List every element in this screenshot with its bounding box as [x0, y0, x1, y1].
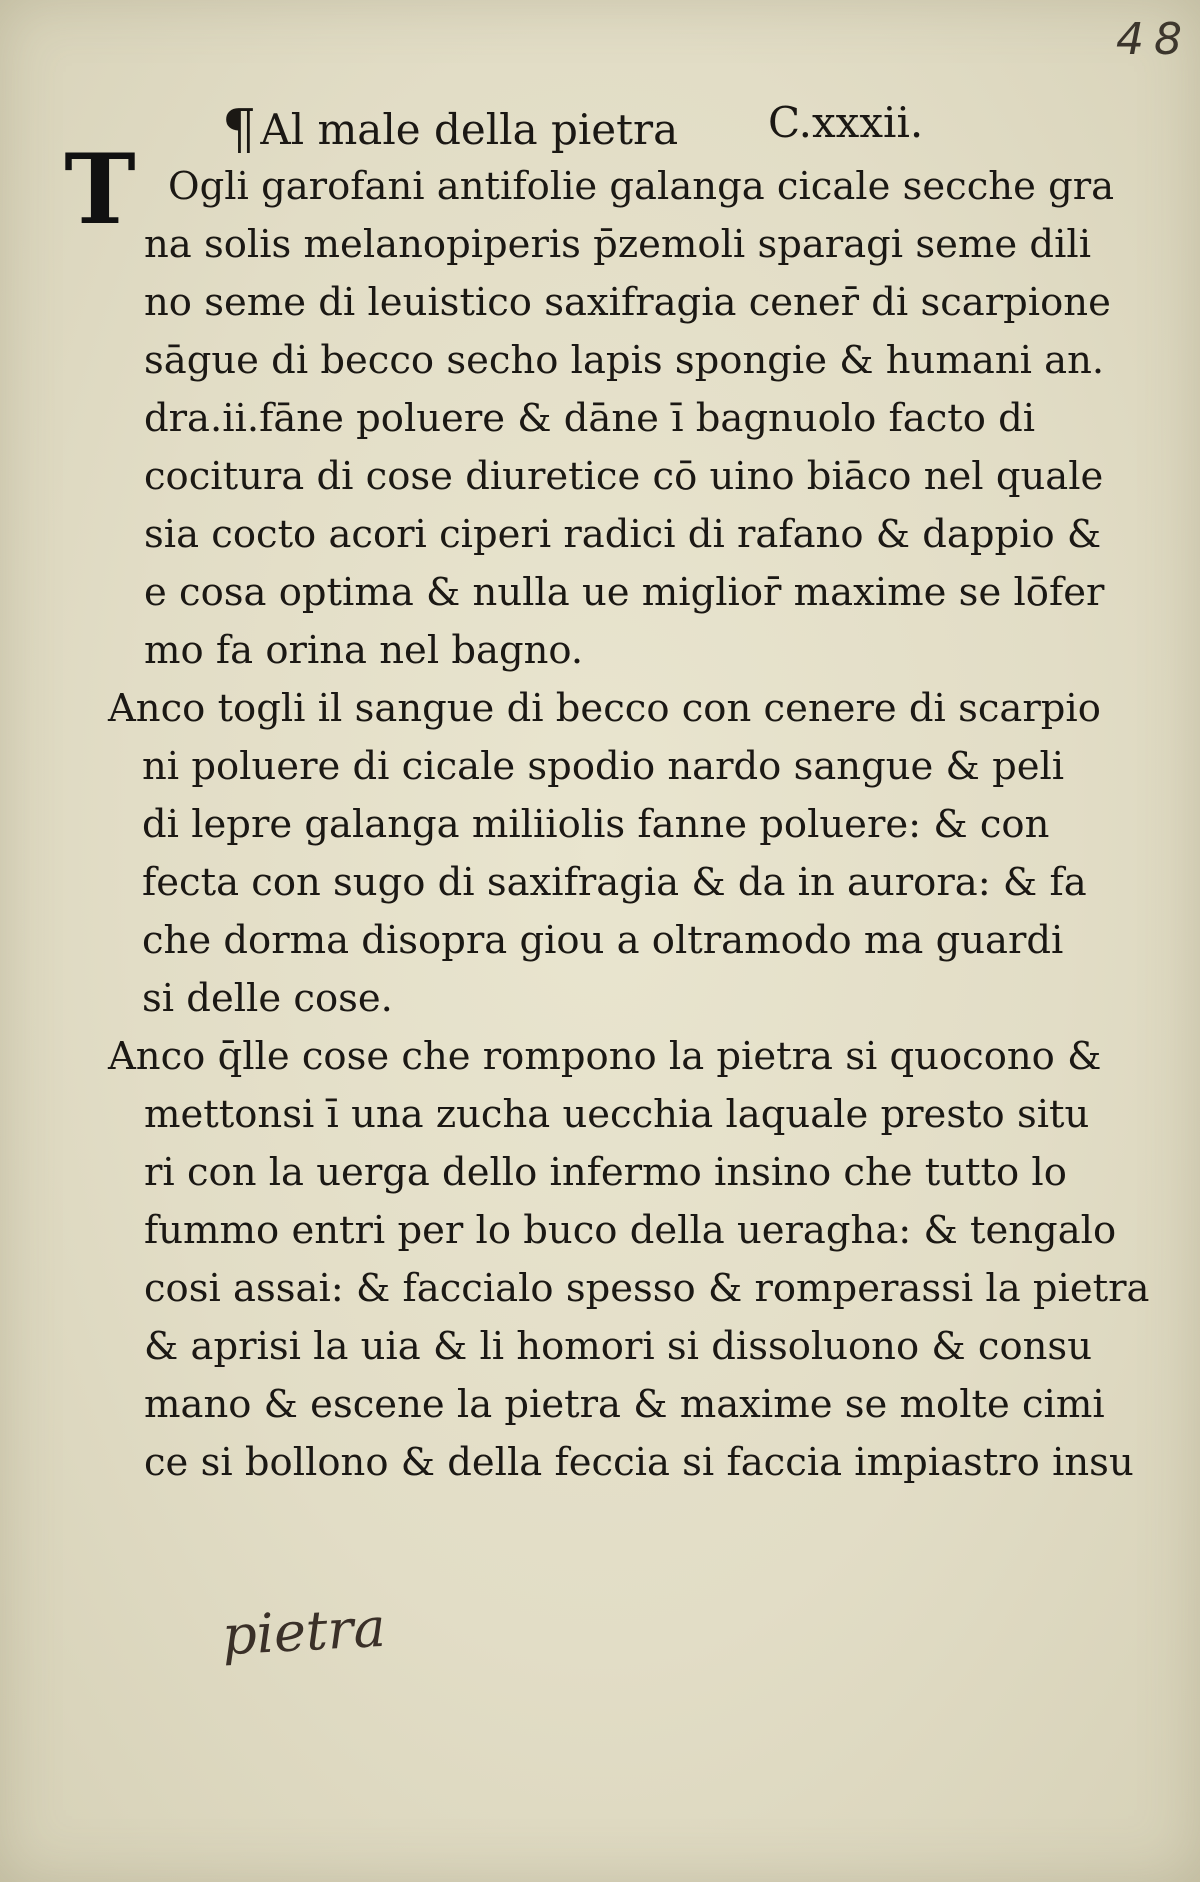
text-line: Anco togli il sangue di becco con cenere di scarpio — [108, 686, 1101, 731]
decorated-initial: T — [64, 133, 136, 246]
text-line: dra.ii.fāne poluere & dāne ī bagnuolo facto di — [144, 396, 1036, 441]
text-line: sia cocto acori ciperi radici di rafano & dappio & — [144, 512, 1102, 557]
text-line: di lepre galanga miliiolis fanne poluere: & con — [142, 802, 1050, 847]
text-line: mano & escene la pietra & maxime se molte cimi — [144, 1382, 1105, 1427]
text-line: no seme di leuistico saxifragia cener̄ di scarpione — [144, 280, 1111, 325]
chapter-number: C.xxxii. — [768, 98, 924, 147]
text-line: cosi assai: & faccialo spesso & romperassi la pietra — [144, 1266, 1150, 1311]
folio-number: 48 — [1116, 14, 1192, 65]
text-line: cocitura di cose diuretice cō uino biāco nel quale — [144, 454, 1104, 499]
text-line: mettonsi ī una zucha uecchia laquale presto situ — [144, 1092, 1090, 1137]
text-line: ri con la uerga dello infermo insino che tutto lo — [144, 1150, 1067, 1195]
pilcrow-mark: ¶ — [222, 98, 257, 161]
text-line: si delle cose. — [142, 976, 393, 1021]
text-line: ce si bollono & della feccia si faccia impiastro insu — [144, 1440, 1134, 1485]
text-line: Anco q̄lle cose che rompono la pietra si quocono & — [108, 1034, 1102, 1079]
handwritten-note: pietra — [220, 1595, 388, 1668]
text-line: che dorma disopra giou a oltramodo ma guardi — [142, 918, 1064, 963]
text-block — [108, 158, 1150, 1492]
text-line: na solis melanopiperis p̄zemoli sparagi seme dili — [144, 222, 1092, 267]
text-line: mo fa orina nel bagno. — [144, 628, 584, 673]
text-line: & aprisi la uia & li homori si dissoluono & consu — [144, 1324, 1092, 1369]
text-line: fummo entri per lo buco della ueragha: & tengalo — [144, 1208, 1117, 1253]
text-line: fecta con sugo di saxifragia & da in aurora: & fa — [142, 860, 1087, 905]
text-line: e cosa optima & nulla ue miglior̄ maxime se lōfer — [144, 570, 1105, 615]
text-line: ni poluere di cicale spodio nardo sangue & peli — [142, 744, 1065, 789]
chapter-heading — [222, 98, 962, 161]
chapter-title: Al male della pietra — [260, 105, 679, 154]
text-line: Ogli garofani antifolie galanga cicale secche gra — [168, 164, 1115, 209]
text-line: sāgue di becco secho lapis spongie & humani an. — [144, 338, 1105, 383]
